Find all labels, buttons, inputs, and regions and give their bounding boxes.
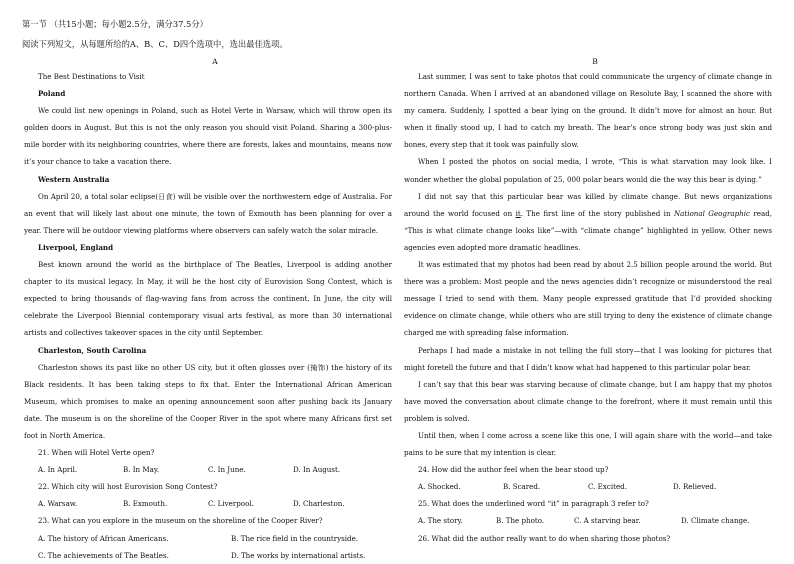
- option: A. In April.: [38, 465, 78, 475]
- passage-a-label: A: [212, 57, 218, 66]
- p3-part-1: I did not say that this particular bear was killed by climate change. But news organizations around the world focused on: [404, 191, 772, 218]
- option: C. A starving bear.: [574, 516, 641, 526]
- option: A. The story.: [418, 516, 463, 526]
- option: D. Climate change.: [681, 516, 750, 526]
- paragraph-7: Until then, when I come across a scene like this one, I will again share with the world—and take pains to be sure that my intention is clear.: [404, 430, 772, 458]
- option: B. The photo.: [496, 516, 545, 526]
- question-23: 23. What can you explore in the museum on the shoreline of the Cooper River?: [38, 516, 323, 526]
- section-heading: 第一节 （共15小题；每小题2.5分，满分37.5分）: [22, 19, 208, 29]
- heading-western-australia: Western Australia: [38, 174, 110, 184]
- option: B. In May.: [123, 465, 160, 475]
- option: A. Shocked.: [418, 482, 461, 492]
- paragraph-2: When I posted the photos on social media, I wrote, “This is what starvation may look like. I wonder whether the global population of 25, 000 polar bears would die the way this bear is dying.”: [404, 157, 772, 184]
- question-24: 24. How did the author feel when the bear stood up?: [418, 465, 609, 475]
- options-25: [404, 512, 772, 529]
- option: C. Excited.: [588, 482, 627, 492]
- p3-part-3: read, “This is what climate change looks like”—with “climate change” highlighted in yellow. Other news agencies even adopted more dramatic headlines.: [404, 208, 772, 252]
- passage-a: [24, 68, 392, 564]
- paragraph-5: Perhaps I had made a mistake in not telling the full story—that I was looking for pictures that might foretell the future and that I didn’t know what had happened to this particular polar bear.: [404, 345, 772, 372]
- option: D. The works by international artists.: [231, 550, 366, 560]
- heading-charleston: Charleston, South Carolina: [38, 345, 147, 355]
- option: B. Exmouth.: [123, 499, 168, 509]
- p3-part-2: . The first line of the story published in: [520, 208, 674, 218]
- heading-poland: Poland: [38, 89, 66, 99]
- option: D. Relieved.: [673, 482, 717, 492]
- question-25: 25. What does the underlined word “it” in paragraph 3 refer to?: [418, 499, 649, 509]
- option: B. Scared.: [503, 482, 541, 492]
- options-22: [24, 495, 392, 512]
- text-poland: We could list new openings in Poland, such as Hotel Verte in Warsaw, which will throw open its golden doors in August. But this is not the only reason you should visit Poland. Sharing a 300-plus-mile border with its neighboring countries, where there are forests, lakes and mountains, means now it’s your chance to take a vacation there.: [24, 106, 392, 167]
- option: A. Warsaw.: [38, 499, 78, 509]
- options-23-cd: [24, 547, 392, 564]
- heading-liverpool: Liverpool, England: [38, 242, 114, 252]
- text-charleston: Charleston shows its past like no other US city, but it often glosses over (掩饰) the history of its Black residents. It has been taking steps to fix that. Enter the International African American Museum, which promises to make an opening announcement soon after pushing back its January date. The museum is on the shoreline of the Cooper River in the spot where many Africans first set foot in North America.: [24, 362, 392, 440]
- underlined-it: it: [515, 208, 521, 218]
- paragraph-6: I can’t say that this bear was starving because of climate change, but I am happy that my photos have moved the conversation about climate change to the forefront, where it must remain until this problem is solved.: [404, 379, 772, 423]
- paragraph-3: [404, 188, 772, 256]
- option: B. The rice field in the countryside.: [231, 533, 359, 543]
- option: D. Charleston.: [293, 499, 345, 509]
- instruction-line: 阅读下列短文，从每题所给的A、B、C、D四个选项中，选出最佳选项。: [22, 39, 288, 49]
- options-23-ab: [24, 530, 392, 547]
- paragraph-4: It was estimated that my photos had been read by about 2.5 billion people around the world. But there was a problem: Most people and the news agencies didn’t recognize or misunderstood the real message I tried to send with them. Many people expressed gratitude that I’d provided shocking evidence on climate change, while others who are still trying to deny the existence of climate change charged me with spreading false information.: [404, 260, 772, 338]
- text-western-australia: On April 20, a total solar eclipse(日食) will be visible over the northwestern edge of Australia. For an event that will likely last about one minute, the town of Exmouth has been planning for over a year. There will be outdoor viewing platforms where observers can safely watch the solar miracle.: [24, 191, 392, 235]
- text-liverpool: Best known around the world as the birthplace of The Beatles, Liverpool is adding another chapter to its musical legacy. In May, it will be the host city of Eurovision Song Contest, which is expected to bring thousands of flag-waving fans from across the continent. In June, the city will celebrate the Liverpool Biennial contemporary visual arts festival, as more than 30 international artists and collectives takeover spaces in the city until September.: [24, 260, 392, 338]
- option: C. Liverpool.: [208, 499, 254, 509]
- passage-b-label: B: [592, 57, 598, 66]
- options-21: [24, 461, 392, 478]
- paragraph-1: Last summer, I was sent to take photos that could communicate the urgency of climate change in northern Canada. When I arrived at an abandoned village on Resolute Bay, I scanned the shore with my camera. Suddenly, I spotted a bear lying on the ground. It didn’t move for almost an hour. But when it finally stood up, I had to catch my breath. The bear’s once strong body was just skin and bones, every step that it took was painfully slow.: [404, 72, 772, 150]
- options-24: [404, 478, 772, 495]
- option: A. The history of African Americans.: [38, 533, 169, 543]
- option: D. In August.: [293, 465, 341, 475]
- question-22: 22. Which city will host Eurovision Song Contest?: [38, 482, 218, 492]
- option: C. In June.: [208, 465, 246, 475]
- question-21: 21. When will Hotel Verte open?: [38, 448, 155, 458]
- option: C. The achievements of The Beatles.: [38, 550, 169, 560]
- question-26: 26. What did the author really want to do when sharing those photos?: [418, 533, 671, 543]
- passage-a-title: The Best Destinations to Visit: [38, 72, 145, 81]
- passage-b: [404, 68, 772, 547]
- magazine-title: National Geographic: [673, 208, 750, 218]
